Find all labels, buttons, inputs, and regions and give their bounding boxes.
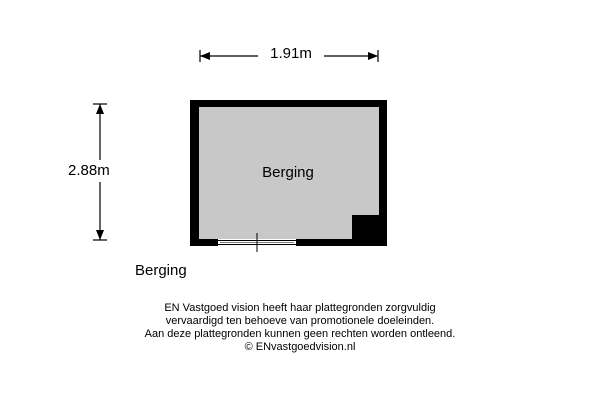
height-arrow-down-icon — [96, 230, 104, 240]
width-arrow-right-icon — [368, 52, 378, 60]
width-arrow-left-icon — [200, 52, 210, 60]
room-name-label: Berging — [262, 164, 314, 181]
disclaimer-text — [0, 302, 600, 354]
height-dimension-label: 2.88m — [68, 162, 110, 179]
floor-title: Berging — [135, 262, 187, 279]
disclaimer-line-3: Aan deze plattegronden kunnen geen rechten worden ontleend. — [144, 328, 456, 340]
height-arrow-up-icon — [96, 104, 104, 114]
disclaimer-line-2: vervaardigd ten behoeve van promotionele doeleinden. — [165, 315, 435, 327]
shaft-block — [352, 215, 379, 239]
disclaimer-line-1: EN Vastgoed vision heeft haar plattegronden zorgvuldig — [164, 302, 436, 314]
disclaimer-line-4: © ENvastgoedvision.nl — [244, 341, 356, 353]
door-post-left — [214, 239, 218, 246]
width-dimension-label: 1.91m — [270, 45, 312, 62]
door-post-right — [296, 239, 300, 246]
